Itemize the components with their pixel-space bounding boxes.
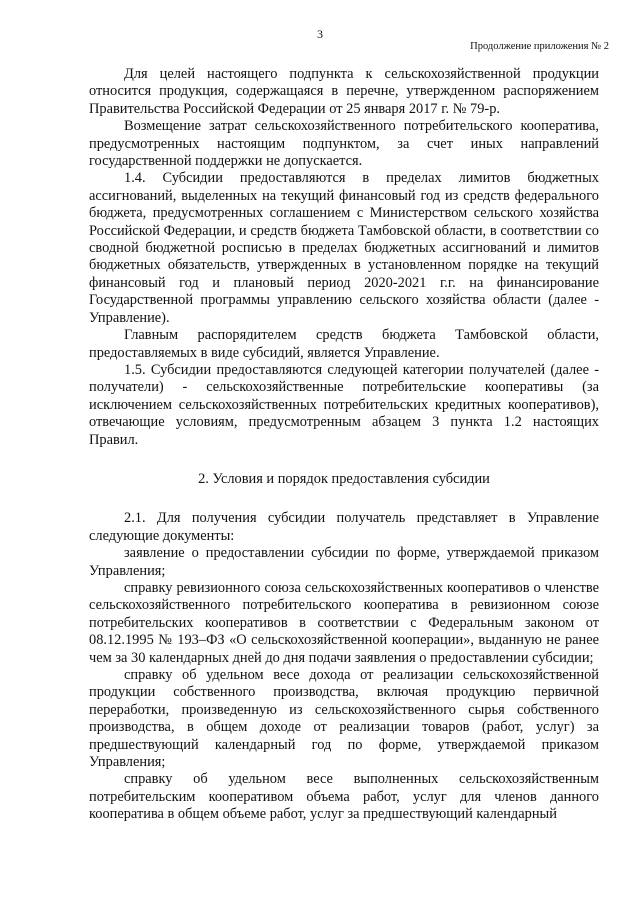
list-item-audit-union-certificate: справку ревизионного союза сельскохозяйственных кооперативов о членстве сельскохозяйственного потребительского кооператива в ревизионном союзе потребительских кооперативов в соответствии с Федеральным законом от 08.12.1995 № 193–ФЗ «О сельскохозяйственной кооперации», выданную не ранее чем за 30 календарных дней до дня подачи заявления о предоставлении субсидии; [89, 579, 599, 666]
section-2-heading: 2. Условия и порядок предоставления субсидии [198, 470, 490, 487]
paragraph-agri-products-definition: Для целей настоящего подпункта к сельскохозяйственной продукции относится продукция, содержащаяся в перечне, утвержденном распоряжением Правительства Российской Федерации от 25 января 2017 г. № 79-р. [89, 66, 599, 117]
appendix-continuation-label: Продолжение приложения № 2 [470, 41, 609, 52]
paragraph-2-1-documents: 2.1. Для получения субсидии получатель представляет в Управление следующие документы: [89, 510, 599, 544]
paragraph-cost-reimbursement: Возмещение затрат сельскохозяйственного потребительского кооператива, предусмотренных настоящим подпунктом, за счет иных направлений государственной поддержки не допускается. [89, 118, 599, 170]
document-body [89, 66, 599, 824]
page-number: 3 [317, 27, 323, 41]
list-item-income-share-certificate: справку об удельном весе дохода от реализации сельскохозяйственной продукции собственного производства, включая продукцию первичной переработки, произведенную из сельскохозяйственного сырья собственного производства, в общем доходе от реализации товаров (работ, услуг) за предшествующий календарный год по форме, утверждаемой приказом Управления; [89, 667, 599, 771]
list-item-works-share-certificate: справку об удельном весе выполненных сельскохозяйственным потребительским кооперативом объема работ, услуг для членов данного кооператива в общем объеме работ, услуг за предшествующий календарный [89, 771, 599, 823]
paragraph-1-4-subsidy-limits: 1.4. Субсидии предоставляются в пределах лимитов бюджетных ассигнований, выделенных на текущий финансовый год из средств федерального бюджета, предусмотренных соглашением с Министерством сельского хозяйства Российской Федерации, и средств бюджета Тамбовской области, в соответствии со сводной бюджетной росписью в пределах бюджетных ассигнований и лимитов бюджетных обязательств, утвержденных в установленном порядке на текущий финансовый год и плановый период 2020-2021 г.г. на финансирование Государственной программы управлению сельского хозяйства области (далее - Управление). [89, 170, 599, 326]
paragraph-1-5-recipients: 1.5. Субсидии предоставляются следующей категории получателей (далее - получатели) - сельскохозяйственные потребительские кооперативы (за исключением сельскохозяйственных потребительских кредитных кооперативов), отвечающие условиям, предусмотренным абзацем 3 пункта 1.2 настоящих Правил. [89, 361, 599, 448]
list-item-application: заявление о предоставлении субсидии по форме, утверждаемой приказом Управления; [89, 545, 599, 579]
paragraph-main-administrator: Главным распорядителем средств бюджета Тамбовской области, предоставляемых в виде субсидий, является Управление. [89, 327, 599, 361]
